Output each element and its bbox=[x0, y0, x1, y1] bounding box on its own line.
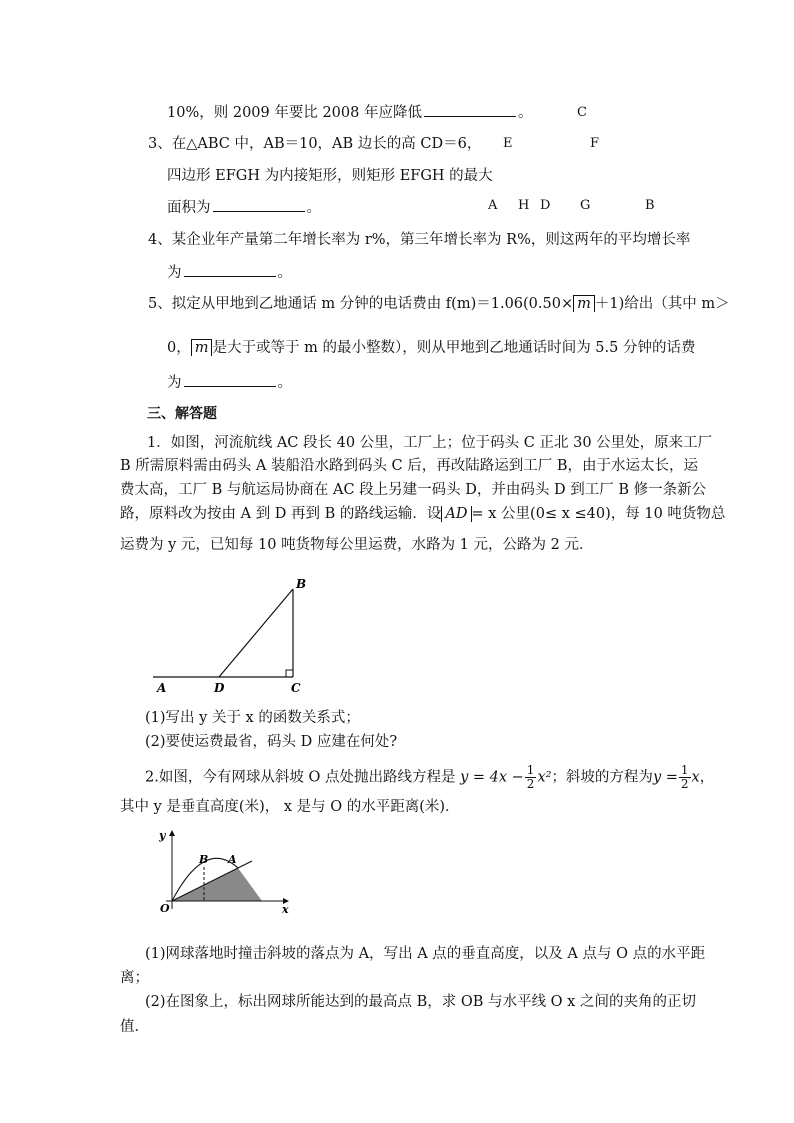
p1-line2: B 所需原料需由码头 A 装船沿水路到码头 C 后，再改陆路运到工厂 B，由于水运太长，运 bbox=[120, 458, 699, 474]
q5-line2-text: 是大于或等于 m 的最小整数），则从甲地到乙地通话时间为 5.5 分钟的话费 bbox=[212, 340, 696, 356]
triangle-label-b: B bbox=[645, 198, 655, 213]
q5-line3 bbox=[167, 372, 292, 393]
q3-line3-end: 。 bbox=[306, 200, 321, 216]
triangle-label-a: A bbox=[488, 198, 498, 213]
fig2-label-a: A bbox=[228, 853, 237, 866]
q5-line3-text: 为 bbox=[167, 375, 182, 391]
projectile-figure bbox=[150, 825, 300, 920]
abs-ad: AD bbox=[441, 506, 471, 522]
p2-line1-end: ， bbox=[699, 769, 715, 786]
p1-line4 bbox=[120, 504, 725, 524]
q3-line3-text: 面积为 bbox=[167, 200, 211, 216]
fig1-label-a: A bbox=[157, 681, 167, 695]
triangle-label-c: C bbox=[577, 105, 587, 120]
fig2-label-b: B bbox=[199, 853, 209, 866]
frac-den: 2 bbox=[526, 777, 535, 791]
p2-sub2-line1: (2)在图象上，标出网球所能达到的最高点 B，求 OB 与水平线 O x 之间的夹角的正切 bbox=[145, 994, 696, 1010]
p1-line3: 费太高，工厂 B 与航运局协商在 AC 段上另建一码头 D，并由码头 D 到工厂 B 修一条新公 bbox=[120, 482, 707, 498]
trajectory-eq-rhs: x² bbox=[537, 769, 552, 786]
ceiling-m: m bbox=[573, 295, 595, 312]
trajectory-eq-lhs: y = 4x − bbox=[460, 769, 524, 786]
frac-num: 1 bbox=[526, 763, 535, 777]
fig1-label-b: B bbox=[296, 577, 307, 591]
section-heading: 三、解答题 bbox=[147, 406, 217, 422]
p1-sub1: (1)写出 y 关于 x 的函数关系式； bbox=[145, 710, 360, 726]
triangle-label-d: D bbox=[540, 198, 551, 213]
shaded-region bbox=[172, 868, 262, 901]
ceiling-m-2: m bbox=[191, 339, 213, 356]
q4-line2 bbox=[167, 262, 292, 283]
p2-line1-mid: ；斜坡的方程为 bbox=[551, 769, 653, 786]
slope-eq-rhs: x bbox=[691, 769, 700, 786]
frac-num: 1 bbox=[680, 763, 689, 777]
slope-eq-lhs: y = bbox=[652, 769, 678, 786]
q5-line2-start: 0， bbox=[167, 340, 191, 356]
answer-blank bbox=[184, 262, 276, 277]
q2-tail-line bbox=[167, 102, 532, 123]
answer-blank bbox=[213, 197, 305, 212]
p1-line4-end: = x 公里(0≤ x ≤40)，每 10 吨货物总 bbox=[471, 506, 726, 522]
q2-tail-end: 。 bbox=[517, 105, 533, 121]
p1-line5: 运费为 y 元，已知每 10 吨货物每公里运费，水路为 1 元，公路为 2 元． bbox=[120, 537, 594, 553]
fig1-label-c: C bbox=[291, 681, 301, 695]
p2-line1-text: 2.如图，今有网球从斜坡 O 点处抛出路线方程是 bbox=[145, 769, 456, 786]
q5-line2 bbox=[167, 338, 695, 358]
p1-sub2: (2)要使运费最省，码头 D 应建在何处? bbox=[145, 734, 398, 750]
answer-blank bbox=[184, 372, 276, 387]
q5-line1 bbox=[148, 294, 730, 314]
q2-tail-text: 10%，则 2009 年要比 2008 年应降低 bbox=[167, 105, 422, 121]
fig2-label-y: y bbox=[159, 829, 166, 842]
triangle-label-e: E bbox=[503, 136, 513, 151]
p2-line2: 其中 y 是垂直高度(米)， x 是与 O 的水平距离(米)． bbox=[120, 799, 460, 815]
q3-line1: 3、在△ABC 中，AB＝10，AB 边长的高 CD＝6， bbox=[148, 136, 482, 152]
triangle-label-f: F bbox=[590, 136, 600, 151]
q3-line3 bbox=[167, 197, 321, 218]
q5-line3-end: 。 bbox=[277, 375, 292, 391]
triangle-label-h: H bbox=[518, 198, 530, 213]
p1-line4-text: 路，原料改为按由 A 到 D 再到 B 的路线运输．设 bbox=[120, 506, 442, 522]
frac-den: 2 bbox=[680, 777, 689, 791]
q5-line1-text: 5、拟定从甲地到乙地通话 m 分钟的电话费由 f(m)＝1.06(0.50× bbox=[148, 296, 574, 312]
triangle-label-g: G bbox=[580, 198, 591, 213]
answer-blank bbox=[424, 102, 516, 117]
right-angle-mark bbox=[286, 670, 293, 677]
p1-line1: 1．如图，河流航线 AC 段长 40 公里，工厂上；位于码头 C 正北 30 公里处，原来工厂 bbox=[147, 435, 713, 451]
p2-sub1-line1: (1)网球落地时撞击斜坡的落点为 A，写出 A 点的垂直高度，以及 A 点与 O 点的水平距 bbox=[145, 946, 706, 962]
trajectory-fraction bbox=[525, 764, 537, 791]
q5-line1-end: ＋1)给出（其中 m＞ bbox=[594, 296, 730, 312]
p2-sub2-line2: 值． bbox=[120, 1019, 149, 1035]
segment-db bbox=[219, 589, 293, 677]
slope-fraction bbox=[679, 764, 691, 791]
p2-line1 bbox=[145, 764, 714, 791]
river-figure bbox=[145, 575, 315, 700]
q4-line2-text: 为 bbox=[167, 265, 182, 281]
fig1-label-d: D bbox=[214, 681, 225, 695]
q4-line2-end: 。 bbox=[277, 265, 292, 281]
q3-line2: 四边形 EFGH 为内接矩形，则矩形 EFGH 的最大 bbox=[167, 168, 493, 184]
q4-line1: 4、某企业年产量第二年增长率为 r%，第三年增长率为 R%，则这两年的平均增长率 bbox=[148, 232, 691, 248]
fig2-label-x: x bbox=[282, 903, 289, 916]
p2-sub1-line2: 离； bbox=[120, 970, 149, 986]
fig2-label-o: O bbox=[160, 902, 170, 915]
